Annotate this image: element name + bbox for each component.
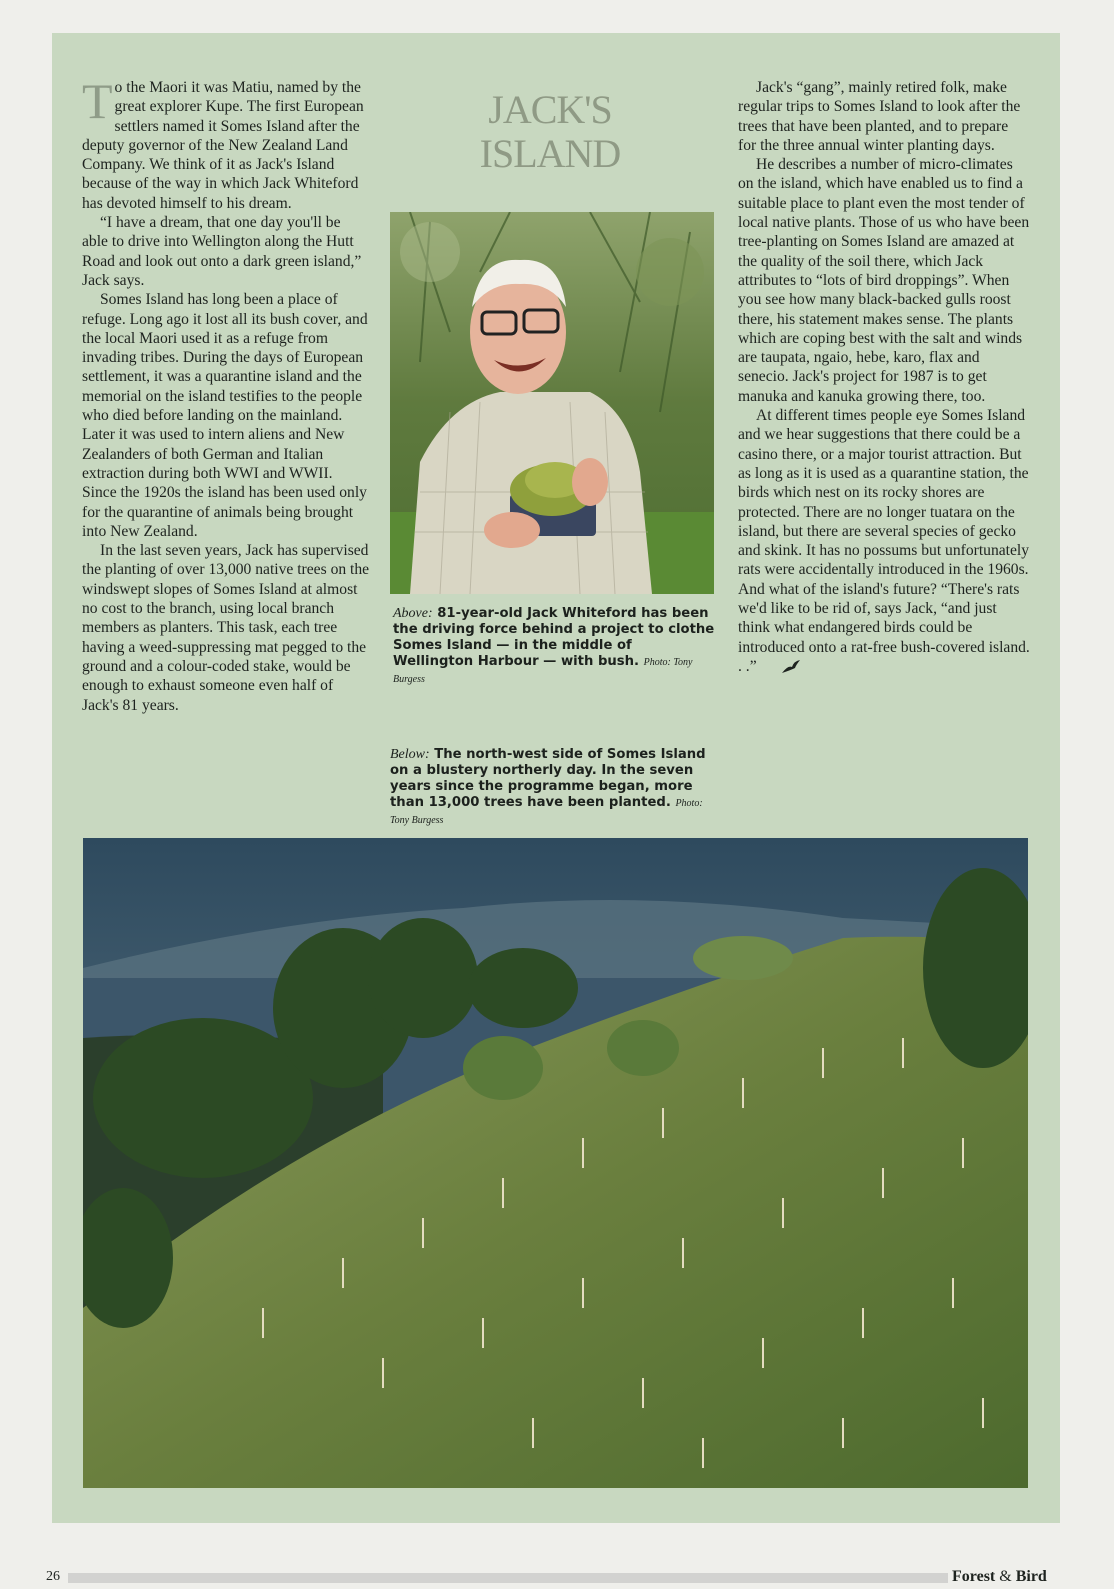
- left-column: [82, 73, 370, 715]
- caption-below: Below: The north-west side of Somes Island on a blustery northerly day. In the seven years since the programme began, more than 13,000 trees have been planted. Photo: Tony Burgess: [390, 747, 706, 826]
- footer-rule: [68, 1573, 948, 1583]
- bird-icon: [763, 659, 801, 680]
- page-number: 26: [46, 1569, 60, 1584]
- landscape-photo: [83, 838, 1028, 1488]
- paragraph: Somes Island has long been a place of refuge. Long ago it lost all its bush cover, and the local Maori used it as a refuge from invading tribes. During the days of European settlement, it was a quarantine island and the memorial on the island testifies to the people who died before landing on the mainland. Later it was used to intern aliens and New Zealanders of both German and Italian extraction during both WWI and WWII. Since the 1920s the island has been used only for the quarantine of animals being brought into New Zealand.: [82, 291, 368, 540]
- paragraph: In the last seven years, Jack has supervised the planting of over 13,000 native trees on the windswept slopes of Somes Island at almost no cost to the branch, using local branch members as planters. This task, each tree having a weed-suppressing mat pegged to the ground and a colour-coded stake, would be enough to exhaust someone even half of Jack's 81 years.: [82, 542, 370, 714]
- caption-above: Above: 81-year-old Jack Whiteford has been the driving force behind a project to clothe Somes Island — in the middle of Wellington Harbour — with bush. Photo: Tony Burgess: [393, 606, 715, 685]
- magazine-name: Forest & Bird: [952, 1568, 1047, 1585]
- article-title: JACK'S ISLAND: [479, 87, 621, 176]
- paragraph: To the Maori it was Matiu, named by the great explorer Kupe. The first European settlers named it Somes Island after the deputy governor of the New Zealand Land Company. We think of it as Jack's Island because of the way in which Jack Whiteford has devoted himself to his dream.: [82, 73, 364, 212]
- paragraph: Jack's “gang”, mainly retired folk, make regular trips to Somes Island to look after the trees that have been planted, and to prepare for the three annual winter planting days.: [738, 79, 1021, 154]
- paragraph: “I have a dream, that one day you'll be able to drive into Wellington along the Hutt Road and look out onto a dark green island,” Jack says.: [82, 214, 362, 289]
- island-slope-illustration: [83, 838, 1028, 1488]
- portrait-illustration: [390, 212, 714, 594]
- drop-cap: T: [82, 73, 113, 129]
- right-column: [738, 78, 1030, 680]
- paragraph: He describes a number of micro-climates on the island, which have enabled us to find a suitable place to plant even the most tender of local native plants. Those of us who have been tree-planting on Somes Island are amazed at the quality of the soil there, which Jack attributes to “lots of bird droppings”. When you see how many black-backed gulls roost there, his statement makes sense. The plants which are coping best with the salt and winds are taupata, ngaio, hebe, karo, flax and senecio. Jack's project for 1987 is to get manuka and kanuka growing there, too.: [738, 156, 1030, 405]
- portrait-photo: [390, 212, 714, 594]
- paragraph: At different times people eye Somes Island and we hear suggestions that there could be a casino there, or a major tourist attraction. But as long as it is used as a quarantine station, the birds which nest on its rocky shores are protected. There are no longer tuatara on the island, but there are several species of gecko and skink. It has no possums but unfortunately rats were accidentally introduced in the 1960s. And what of the island's future? “There's rats we'd like to be rid of, says Jack, “and just think what endangered birds could be introduced onto a rat-free bush-covered island. . .”: [738, 406, 1030, 680]
